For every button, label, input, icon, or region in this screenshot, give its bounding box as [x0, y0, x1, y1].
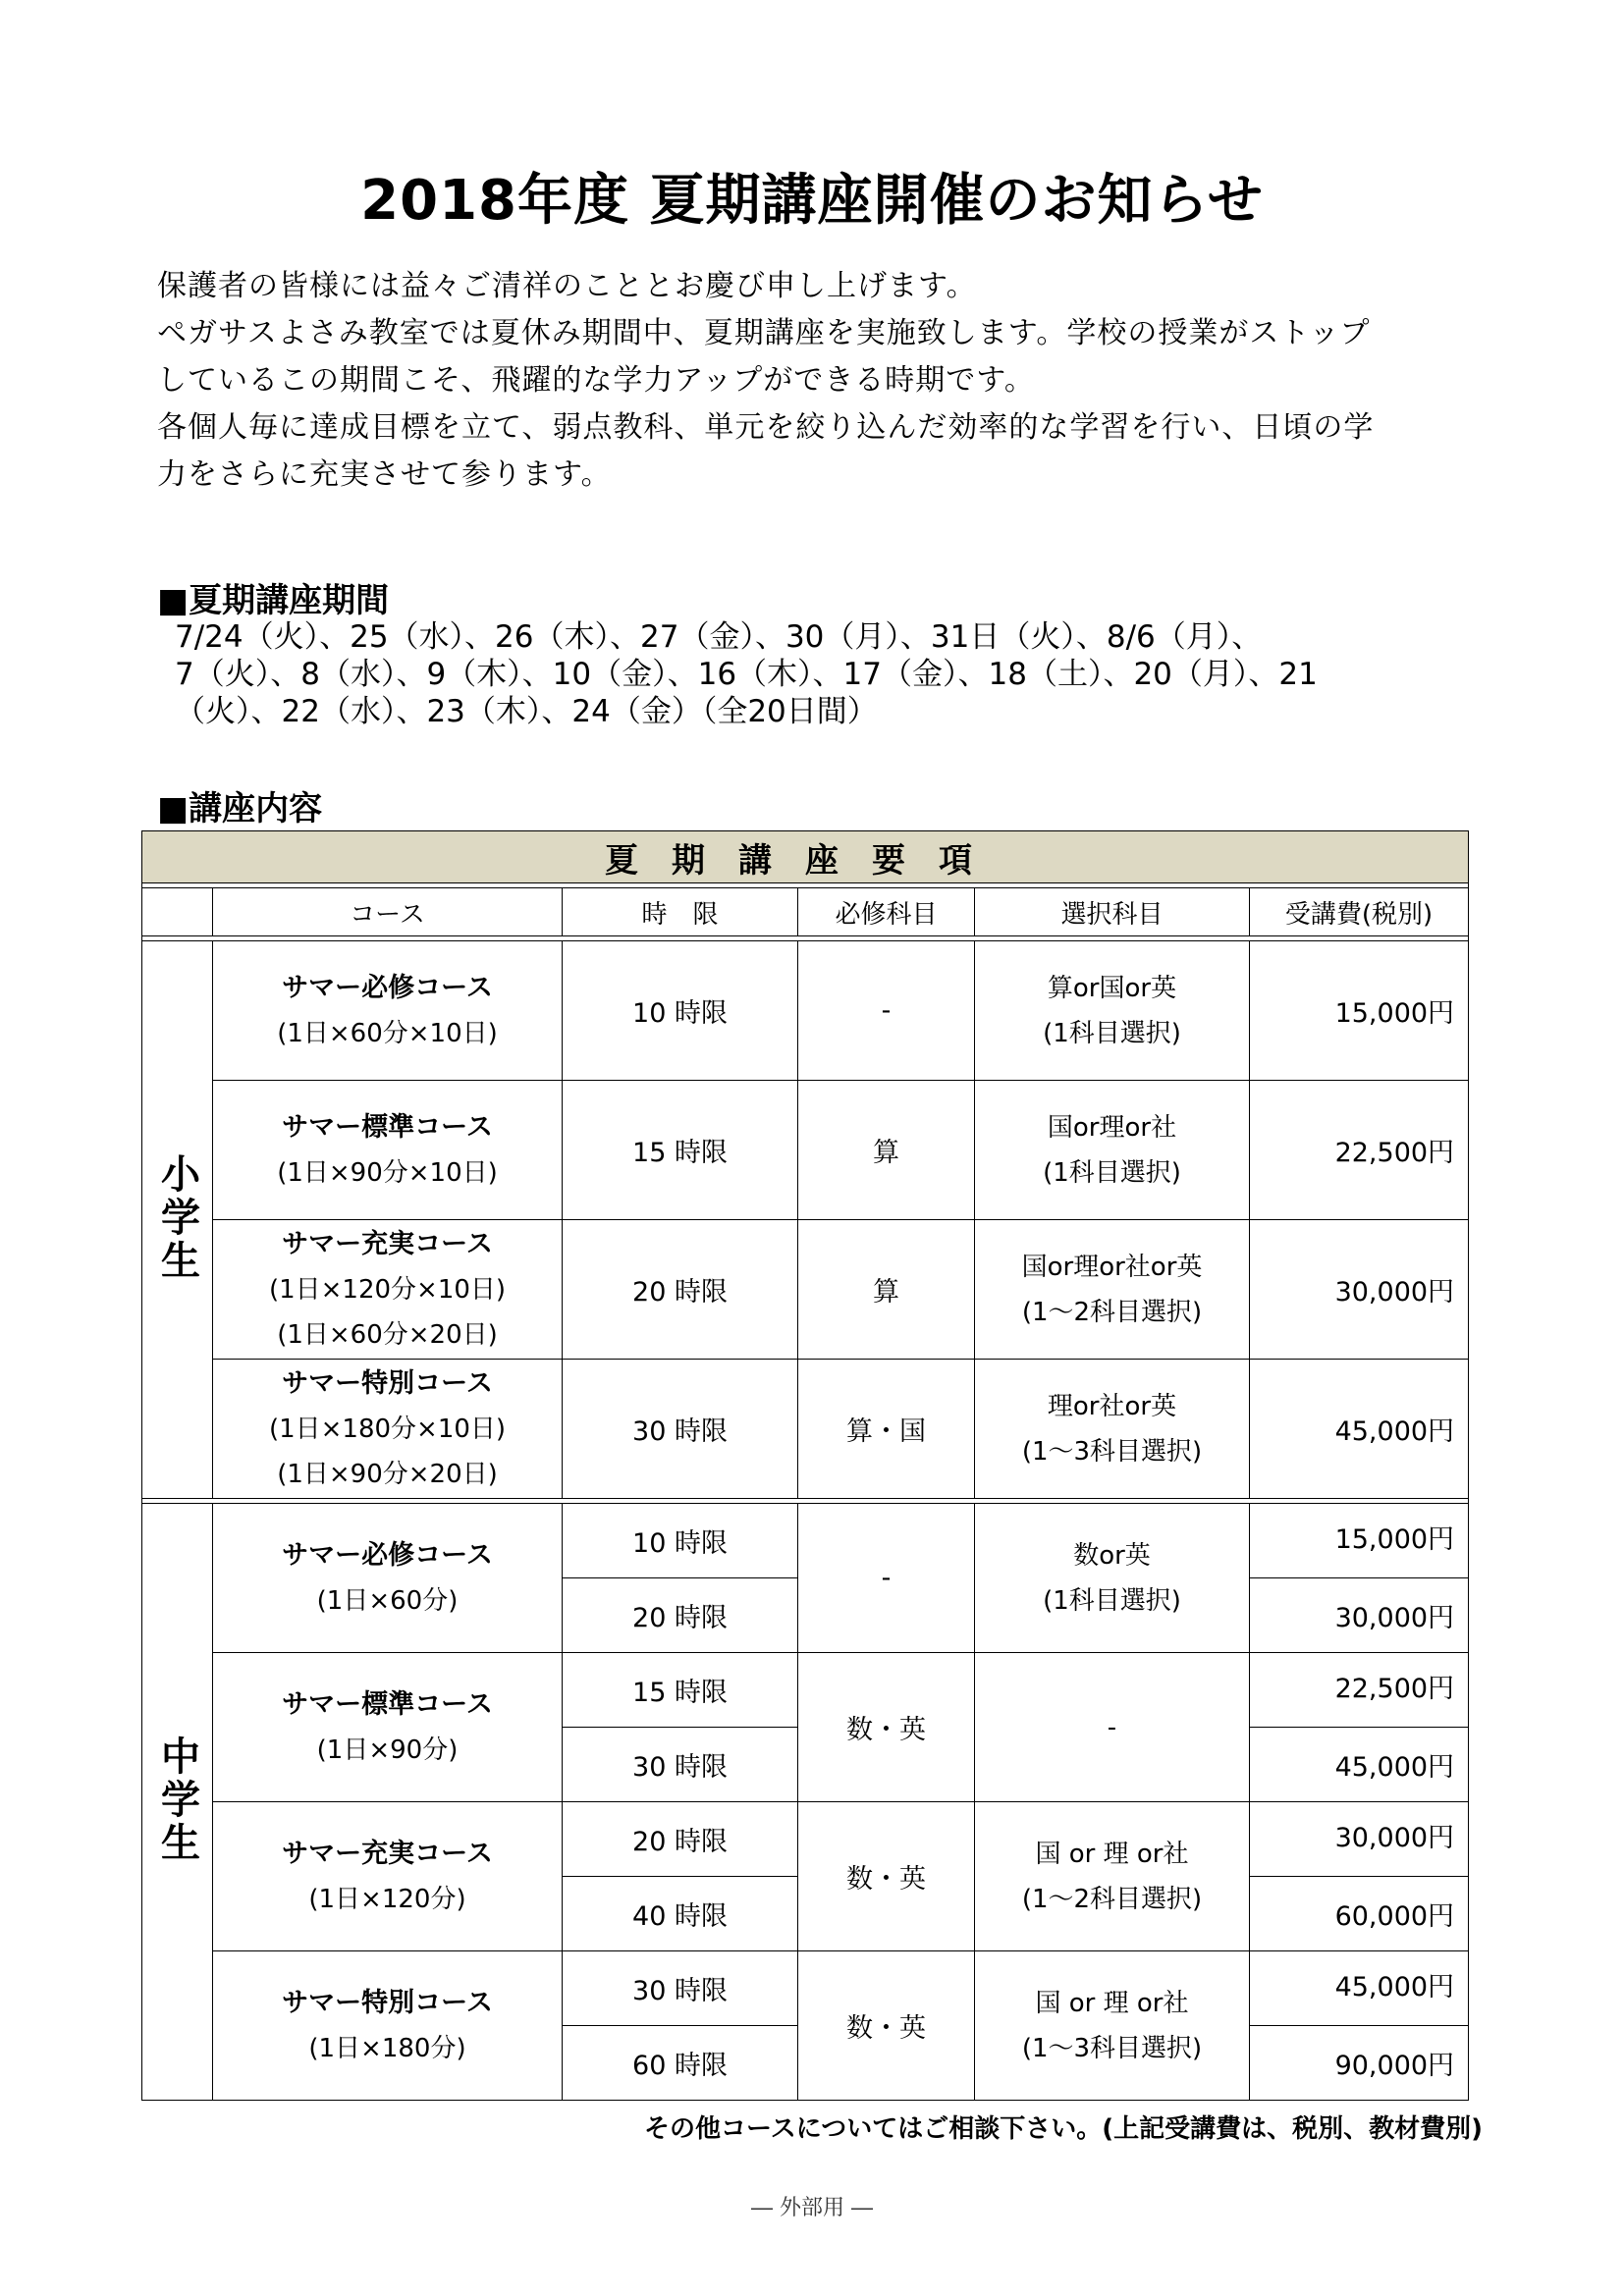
elective-note: (1～2科目選択)	[1021, 1884, 1203, 1914]
required-cell: -	[798, 1504, 975, 1653]
periods-cell: 30 時限	[563, 1360, 798, 1499]
periods-cell: 15 時限	[563, 1081, 798, 1220]
page-title: 2018年度 夏期講座開催のお知らせ	[360, 169, 1264, 233]
fee-cell: 30,000円	[1250, 1802, 1469, 1877]
table-row	[142, 1653, 1469, 1728]
table-title-row	[142, 831, 1469, 883]
course-name: サマー充実コース	[282, 1228, 493, 1259]
intro-line: 力をさらに充実させて参ります。	[157, 457, 612, 492]
periods-cell: 10 時限	[563, 1504, 798, 1578]
table-header-row	[142, 888, 1469, 936]
fee-cell: 90,000円	[1250, 2026, 1469, 2101]
course-name: サマー特別コース	[282, 1987, 493, 2018]
periods-cell: 20 時限	[563, 1578, 798, 1653]
table-row	[142, 1951, 1469, 2026]
periods-cell: 30 時限	[563, 1951, 798, 2026]
periods-cell: 20 時限	[563, 1220, 798, 1360]
fee-cell: 22,500円	[1250, 1653, 1469, 1728]
group-label: 中学生	[154, 1735, 200, 1865]
elective-text: 国or理or社or英	[1021, 1252, 1203, 1282]
table-row	[142, 1504, 1469, 1578]
elective-note: (1～3科目選択)	[1021, 2033, 1203, 2063]
course-cell	[213, 1802, 563, 1951]
period-heading: ■夏期講座期間	[157, 581, 390, 620]
group-junior	[142, 1504, 213, 2101]
elective-note: (1科目選択)	[1043, 1018, 1181, 1048]
course-sub: (1日×120分×10日)	[268, 1274, 507, 1305]
header-required: 必修科目	[798, 888, 975, 936]
header-blank	[142, 888, 213, 936]
intro-paragraph	[157, 263, 1492, 499]
course-sub: (1日×120分)	[308, 1884, 466, 1914]
course-sub: (1日×90分×20日)	[277, 1459, 498, 1489]
course-sub: (1日×90分×10日)	[277, 1157, 498, 1188]
table-row	[142, 1802, 1469, 1877]
elective-cell	[975, 1802, 1250, 1951]
course-sub: (1日×60分)	[316, 1585, 459, 1616]
periods-cell: 40 時限	[563, 1877, 798, 1951]
elective-cell	[975, 1951, 1250, 2101]
course-cell	[213, 1360, 563, 1499]
periods-cell: 20 時限	[563, 1802, 798, 1877]
course-cell	[213, 1653, 563, 1802]
elective-text: 国or理or社	[1047, 1112, 1177, 1143]
periods-cell: 15 時限	[563, 1653, 798, 1728]
table-row	[142, 1220, 1469, 1360]
course-sub: (1日×60分×20日)	[277, 1319, 498, 1350]
table-row	[142, 1081, 1469, 1220]
fee-cell: 30,000円	[1250, 1220, 1469, 1360]
course-name: サマー標準コース	[282, 1111, 493, 1143]
period-line: 7（火）、8（水）、9（木）、10（金）、16（木）、17（金）、18（土）、20（月）、21	[175, 657, 1318, 692]
fee-cell: 22,500円	[1250, 1081, 1469, 1220]
course-cell	[213, 1220, 563, 1360]
intro-line: しているこの期間こそ、飛躍的な学力アップができる時期です。	[157, 363, 1035, 398]
fee-cell: 30,000円	[1250, 1578, 1469, 1653]
elective-note: (1科目選択)	[1043, 1585, 1181, 1616]
footnote: その他コースについてはご相談下さい。(上記受講費は、税別、教材費別)	[644, 2114, 1483, 2144]
course-name: サマー必修コース	[282, 972, 493, 1003]
intro-line: ペガサスよさみ教室では夏休み期間中、夏期講座を実施致します。学校の授業がストップ	[157, 316, 1371, 350]
course-cell	[213, 941, 563, 1081]
course-sub: (1日×90分)	[316, 1735, 459, 1765]
required-cell: 数・英	[798, 1653, 975, 1802]
elective-note: (1科目選択)	[1043, 1157, 1181, 1188]
header-course: コース	[213, 888, 563, 936]
page-footer: ― 外部用 ―	[751, 2196, 873, 2220]
course-sub: (1日×180分×10日)	[268, 1414, 507, 1444]
elective-text: 数or英	[1073, 1540, 1151, 1571]
group-label: 小学生	[154, 1152, 200, 1283]
elective-note: (1～3科目選択)	[1021, 1436, 1203, 1467]
periods-cell: 30 時限	[563, 1728, 798, 1802]
header-fee: 受講費(税別)	[1250, 888, 1469, 936]
table-row	[142, 941, 1469, 1081]
fee-cell: 15,000円	[1250, 941, 1469, 1081]
intro-line: 各個人毎に達成目標を立て、弱点教科、単元を絞り込んだ効率的な学習を行い、日頃の学	[157, 410, 1375, 445]
periods-cell: 60 時限	[563, 2026, 798, 2101]
required-cell: 数・英	[798, 1802, 975, 1951]
fee-cell: 45,000円	[1250, 1728, 1469, 1802]
course-cell	[213, 1951, 563, 2101]
required-cell: 算	[798, 1081, 975, 1220]
elective-cell	[975, 1220, 1250, 1360]
course-table	[141, 830, 1469, 2101]
elective-cell	[975, 1504, 1250, 1653]
group-elementary	[142, 941, 213, 1499]
required-cell: 算・国	[798, 1360, 975, 1499]
course-cell	[213, 1504, 563, 1653]
course-sub: (1日×60分×10日)	[277, 1018, 498, 1048]
course-cell	[213, 1081, 563, 1220]
intro-line: 保護者の皆様には益々ご清祥のこととお慶び申し上げます。	[157, 269, 977, 303]
header-periods: 時 限	[563, 888, 798, 936]
required-cell: 算	[798, 1220, 975, 1360]
required-cell: 数・英	[798, 1951, 975, 2101]
course-sub: (1日×180分)	[308, 2033, 466, 2063]
fee-cell: 45,000円	[1250, 1360, 1469, 1499]
course-name: サマー特別コース	[282, 1367, 493, 1399]
elective-cell	[975, 1360, 1250, 1499]
periods-cell: 10 時限	[563, 941, 798, 1081]
header-elective: 選択科目	[975, 888, 1250, 936]
period-line: 7/24（火）、25（水）、26（木）、27（金）、30（月）、31日（火）、8/6（月）、	[175, 619, 1263, 655]
course-name: サマー必修コース	[282, 1539, 493, 1571]
elective-text: 算or国or英	[1047, 973, 1177, 1003]
elective-text: 理or社or英	[1047, 1391, 1177, 1421]
elective-cell	[975, 1653, 1250, 1802]
table-row	[142, 1360, 1469, 1499]
fee-cell: 15,000円	[1250, 1504, 1469, 1578]
fee-cell: 45,000円	[1250, 1951, 1469, 2026]
elective-cell	[975, 941, 1250, 1081]
elective-cell	[975, 1081, 1250, 1220]
elective-text: -	[1107, 1712, 1117, 1742]
elective-note: (1～2科目選択)	[1021, 1297, 1203, 1327]
period-line: （火）、22（水）、23（木）、24（金）（全20日間）	[175, 694, 878, 729]
table-title: 夏期講座要項	[142, 831, 1469, 883]
course-name: サマー充実コース	[282, 1838, 493, 1869]
elective-text: 国 or 理 or社	[1035, 1988, 1189, 2018]
period-dates	[175, 618, 1495, 730]
elective-text: 国 or 理 or社	[1035, 1839, 1189, 1869]
course-name: サマー標準コース	[282, 1688, 493, 1720]
fee-cell: 60,000円	[1250, 1877, 1469, 1951]
required-cell: -	[798, 941, 975, 1081]
content-heading: ■講座内容	[157, 789, 323, 828]
